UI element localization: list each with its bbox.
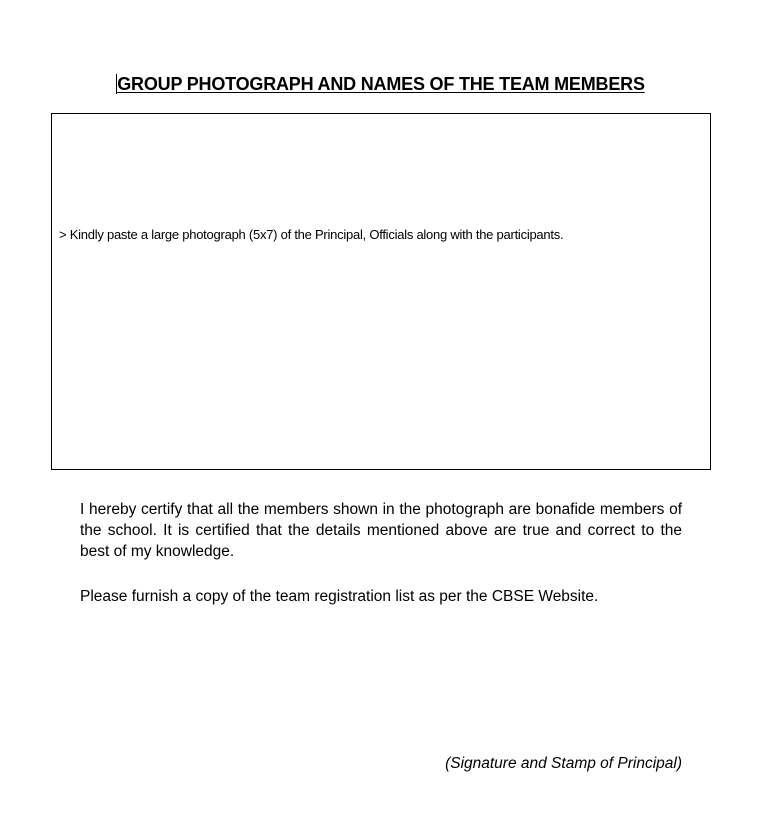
page-heading (0, 74, 761, 95)
photo-instruction: > Kindly paste a large photograph (5x7) of the Principal, Officials along with the participants. (59, 227, 564, 242)
furnish-paragraph: Please furnish a copy of the team registration list as per the CBSE Website. (80, 588, 599, 605)
signature-label: (Signature and Stamp of Principal) (445, 755, 682, 772)
certification-paragraph: I hereby certify that all the members shown in the photograph are bonafide members of the school. It is certified that the details mentioned above are true and correct to the best of my knowledge. (80, 501, 682, 560)
page-heading-text: GROUP PHOTOGRAPH AND NAMES OF THE TEAM MEMBERS (117, 74, 645, 94)
photo-placeholder-box (51, 113, 711, 470)
